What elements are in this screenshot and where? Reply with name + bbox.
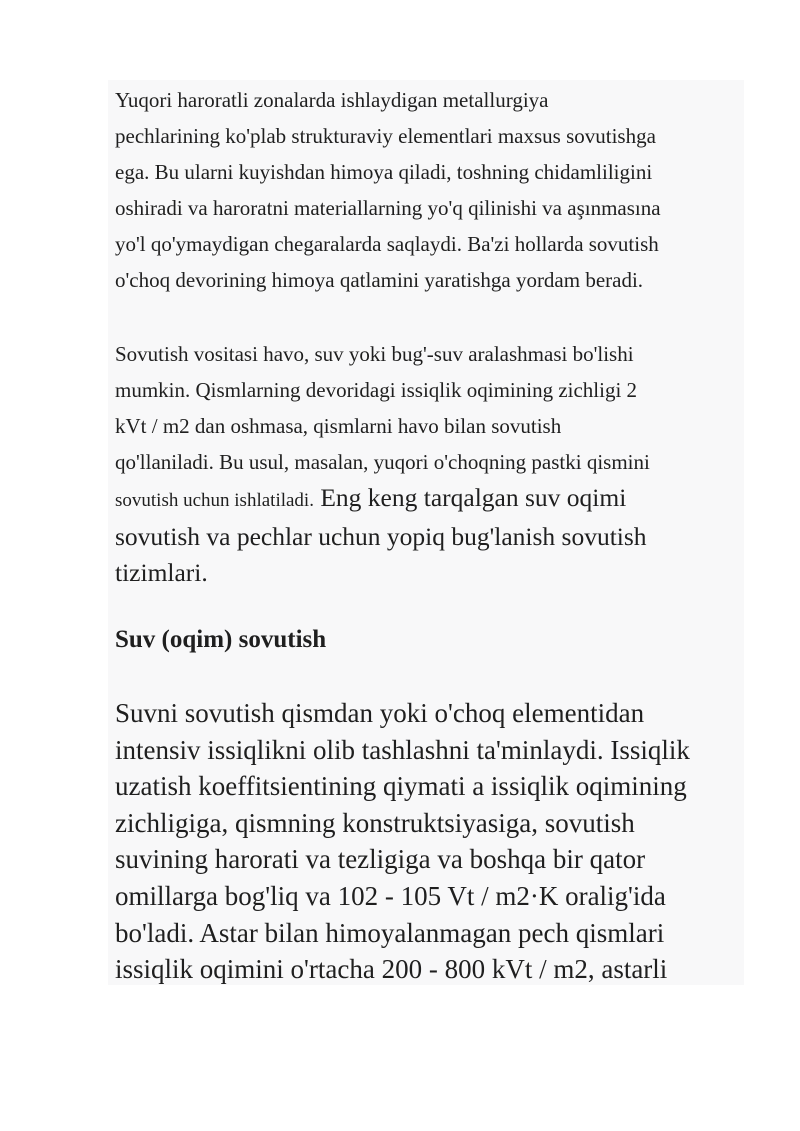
paragraph-3 bbox=[115, 695, 755, 988]
text-line: tizimlari. bbox=[115, 558, 208, 587]
paragraph-1 bbox=[115, 82, 755, 298]
text-run-large: Eng keng tarqalgan suv oqimi bbox=[313, 483, 627, 512]
text-line: Yuqori haroratli zonalarda ishlaydigan metallurgiya bbox=[115, 88, 549, 112]
text-line: zichligiga, qismning konstruktsiyasiga, sovutish bbox=[115, 807, 635, 838]
text-line: pechlarining ko'plab strukturaviy elementlari maxsus sovutishga bbox=[115, 124, 656, 148]
text-line: oshiradi va haroratni materiallarning yo'q qilinishi va aşınmasına bbox=[115, 196, 661, 220]
text-line: ega. Bu ularni kuyishdan himoya qiladi, toshning chidamliligini bbox=[115, 160, 653, 184]
text-run-small: sovutish uchun ishlatiladi. bbox=[115, 490, 314, 511]
text-line: Suvni sovutish qismdan yoki o'choq elementidan bbox=[115, 698, 645, 728]
text-line: suvining harorati va tezligiga va boshqa bir qator bbox=[115, 844, 646, 875]
text-line: qo'llaniladi. Bu usul, masalan, yuqori o'choqning pastki qismini bbox=[115, 450, 650, 474]
section-heading: Suv (oqim) sovutish bbox=[115, 626, 327, 653]
paragraph-2 bbox=[115, 336, 755, 591]
text-line: mumkin. Qismlarning devoridagi issiqlik oqimining zichligi 2 bbox=[115, 378, 638, 402]
text-line-mixed bbox=[115, 480, 755, 519]
text-line: bo'ladi. Astar bilan himoyalanmagan pech qismlari bbox=[115, 917, 665, 948]
text-line: kVt / m2 dan oshmasa, qismlarni havo bilan sovutish bbox=[115, 414, 562, 438]
text-line: omillarga bog'liq va 102 - 105 Vt / m2·K oralig'ida bbox=[115, 880, 666, 911]
text-line: intensiv issiqlikni olib tashlashni ta'minlaydi. Issiqlik bbox=[115, 734, 690, 765]
text-line: yo'l qo'ymaydigan chegaralarda saqlaydi. Ba'zi hollarda sovutish bbox=[115, 232, 659, 256]
text-line: Sovutish vositasi havo, suv yoki bug'-suv aralashmasi bo'lishi bbox=[115, 342, 634, 366]
text-line: issiqlik oqimini o'rtacha 200 - 800 kVt / m2, astarli bbox=[115, 954, 668, 985]
text-line: sovutish va pechlar uchun yopiq bug'lanish sovutish bbox=[115, 522, 647, 551]
text-line: o'choq devorining himoya qatlamini yaratishga yordam beradi. bbox=[115, 268, 644, 292]
text-line: uzatish koeffitsientining qiymati a issiqlik oqimining bbox=[115, 771, 687, 802]
